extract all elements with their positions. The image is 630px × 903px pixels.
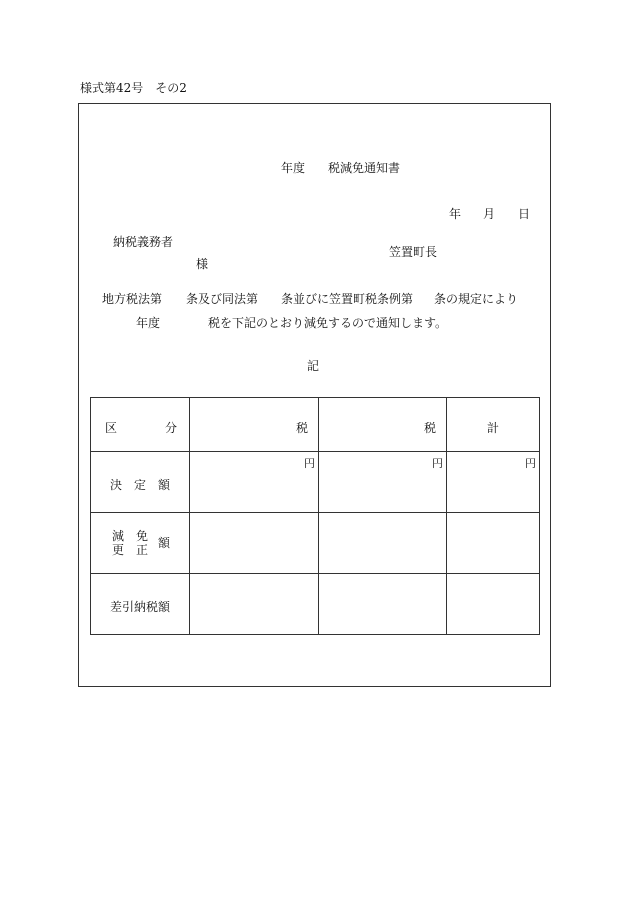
- date-day: 日: [518, 207, 531, 221]
- table-row: [91, 574, 540, 635]
- row-label-cell: [91, 452, 190, 513]
- amount-cell[interactable]: [319, 452, 447, 513]
- issuer-name: 笠置町長: [389, 245, 438, 259]
- ki-heading: 記: [307, 359, 320, 373]
- amount-cell[interactable]: [190, 452, 319, 513]
- yen-unit: 円: [432, 457, 443, 470]
- row-label-net-tax: 差引納税額: [109, 600, 170, 614]
- amount-cell[interactable]: [190, 513, 319, 574]
- amount-cell[interactable]: [447, 452, 540, 513]
- body-line1-c: 条並びに笠置町税条例第: [281, 292, 414, 306]
- header-category-label: 区 分: [105, 421, 178, 435]
- body-line1-d: 条の規定により: [434, 292, 519, 306]
- amount-cell[interactable]: [319, 574, 447, 635]
- body-line1-a: 地方税法第: [102, 292, 163, 306]
- header-tax-2: [319, 398, 447, 452]
- title-document-name: 税減免通知書: [328, 161, 401, 175]
- date-month: 月: [483, 207, 496, 221]
- header-tax-2-label: 税: [423, 421, 436, 435]
- header-category: [91, 398, 190, 452]
- row-label-correction: 更 正: [112, 543, 149, 557]
- amount-cell[interactable]: [447, 574, 540, 635]
- table-row: [91, 452, 540, 513]
- table-header-row: [91, 398, 540, 452]
- yen-unit: 円: [525, 457, 536, 470]
- amount-cell[interactable]: [190, 574, 319, 635]
- amount-cell[interactable]: [447, 513, 540, 574]
- tax-table: [90, 397, 540, 635]
- row-label-determined-amount: 決 定 額: [109, 478, 170, 492]
- title-fiscal-year: 年度: [281, 161, 306, 175]
- row-label-cell: [91, 513, 190, 574]
- row-label-reduction: 減 免: [112, 529, 149, 543]
- body-line1-b: 条及び同法第: [186, 292, 259, 306]
- header-total-label: 計: [486, 421, 499, 435]
- row-label-amount: 額: [158, 536, 171, 550]
- row-label-cell: [91, 574, 190, 635]
- body-line2-a: 年度: [136, 316, 161, 330]
- header-tax-1-label: 税: [295, 421, 308, 435]
- date-year: 年: [449, 207, 462, 221]
- amount-cell[interactable]: [319, 513, 447, 574]
- header-total: [447, 398, 540, 452]
- header-tax-1: [190, 398, 319, 452]
- body-line2-b: 税を下記のとおり減免するので通知します。: [208, 316, 448, 330]
- form-number: 様式第42号 その2: [80, 81, 187, 95]
- taxpayer-label: 納税義務者: [113, 235, 174, 249]
- yen-unit: 円: [304, 457, 315, 470]
- table-row: [91, 513, 540, 574]
- taxpayer-honorific: 様: [196, 257, 209, 271]
